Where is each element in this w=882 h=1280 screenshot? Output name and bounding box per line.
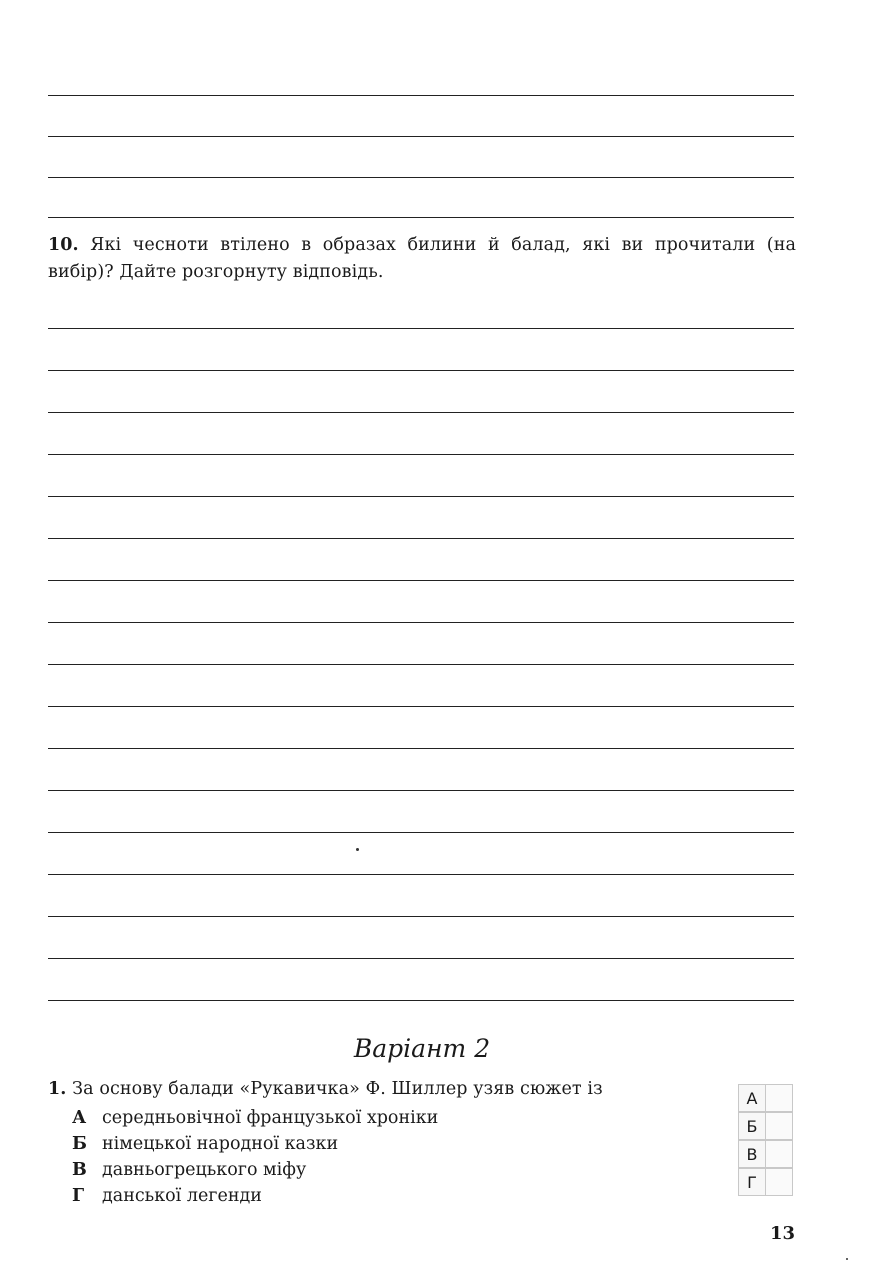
answer-line[interactable] — [48, 217, 794, 218]
answer-line[interactable] — [48, 538, 794, 539]
answer-line[interactable] — [48, 454, 794, 455]
option-text: данської легенди — [102, 1186, 262, 1206]
answer-line[interactable] — [48, 177, 794, 178]
answer-line[interactable] — [48, 580, 794, 581]
option-text: давньогрецького міфу — [102, 1160, 307, 1180]
question-1 — [48, 1076, 708, 1103]
answer-line[interactable] — [48, 1000, 794, 1001]
answer-line[interactable] — [48, 916, 794, 917]
option-a — [72, 1105, 438, 1131]
option-b — [72, 1131, 338, 1157]
option-letter: Б — [72, 1134, 87, 1154]
answer-line[interactable] — [48, 496, 794, 497]
answer-grid-row — [738, 1140, 794, 1168]
answer-line[interactable] — [48, 790, 794, 791]
option-letter: А — [72, 1108, 87, 1128]
question-1-number: 1. — [48, 1079, 67, 1099]
scan-speck — [356, 848, 359, 851]
answer-line[interactable] — [48, 958, 794, 959]
option-c — [72, 1157, 306, 1183]
page-number: 13 — [770, 1223, 796, 1244]
option-text: німецької народної казки — [102, 1134, 339, 1154]
option-letter: В — [72, 1160, 87, 1180]
variant-title: Варіант 2 — [353, 1034, 491, 1063]
question-10-number: 10. — [48, 235, 79, 255]
answer-checkbox-c[interactable] — [765, 1140, 793, 1168]
answer-grid-label: Б — [738, 1112, 766, 1140]
answer-line[interactable] — [48, 622, 794, 623]
answer-line[interactable] — [48, 664, 794, 665]
question-10-text: Які чесноти втілено в образах билини й балад, які ви прочитали (на вибір)? Дайте розгорнуту відповідь. — [48, 235, 796, 282]
answer-line[interactable] — [48, 370, 794, 371]
answer-line[interactable] — [48, 136, 794, 137]
answer-grid — [738, 1084, 794, 1196]
answer-line[interactable] — [48, 748, 794, 749]
question-10 — [48, 232, 796, 286]
answer-line[interactable] — [48, 95, 794, 96]
answer-line[interactable] — [48, 706, 794, 707]
option-d — [72, 1183, 262, 1209]
answer-checkbox-a[interactable] — [765, 1084, 793, 1112]
answer-grid-label: А — [738, 1084, 766, 1112]
option-text: середньовічної французької хроніки — [102, 1108, 439, 1128]
answer-grid-label: Г — [738, 1168, 766, 1196]
answer-line[interactable] — [48, 832, 794, 833]
answer-checkbox-d[interactable] — [765, 1168, 793, 1196]
answer-grid-row — [738, 1084, 794, 1112]
question-1-text: За основу балади «Рукавичка» Ф. Шиллер узяв сюжет із — [72, 1079, 603, 1099]
answer-grid-label: В — [738, 1140, 766, 1168]
answer-checkbox-b[interactable] — [765, 1112, 793, 1140]
answer-grid-row — [738, 1112, 794, 1140]
answer-line[interactable] — [48, 328, 794, 329]
answer-grid-row — [738, 1168, 794, 1196]
answer-line[interactable] — [48, 874, 794, 875]
option-letter: Г — [72, 1186, 85, 1206]
scan-speck — [846, 1258, 848, 1260]
answer-line[interactable] — [48, 412, 794, 413]
